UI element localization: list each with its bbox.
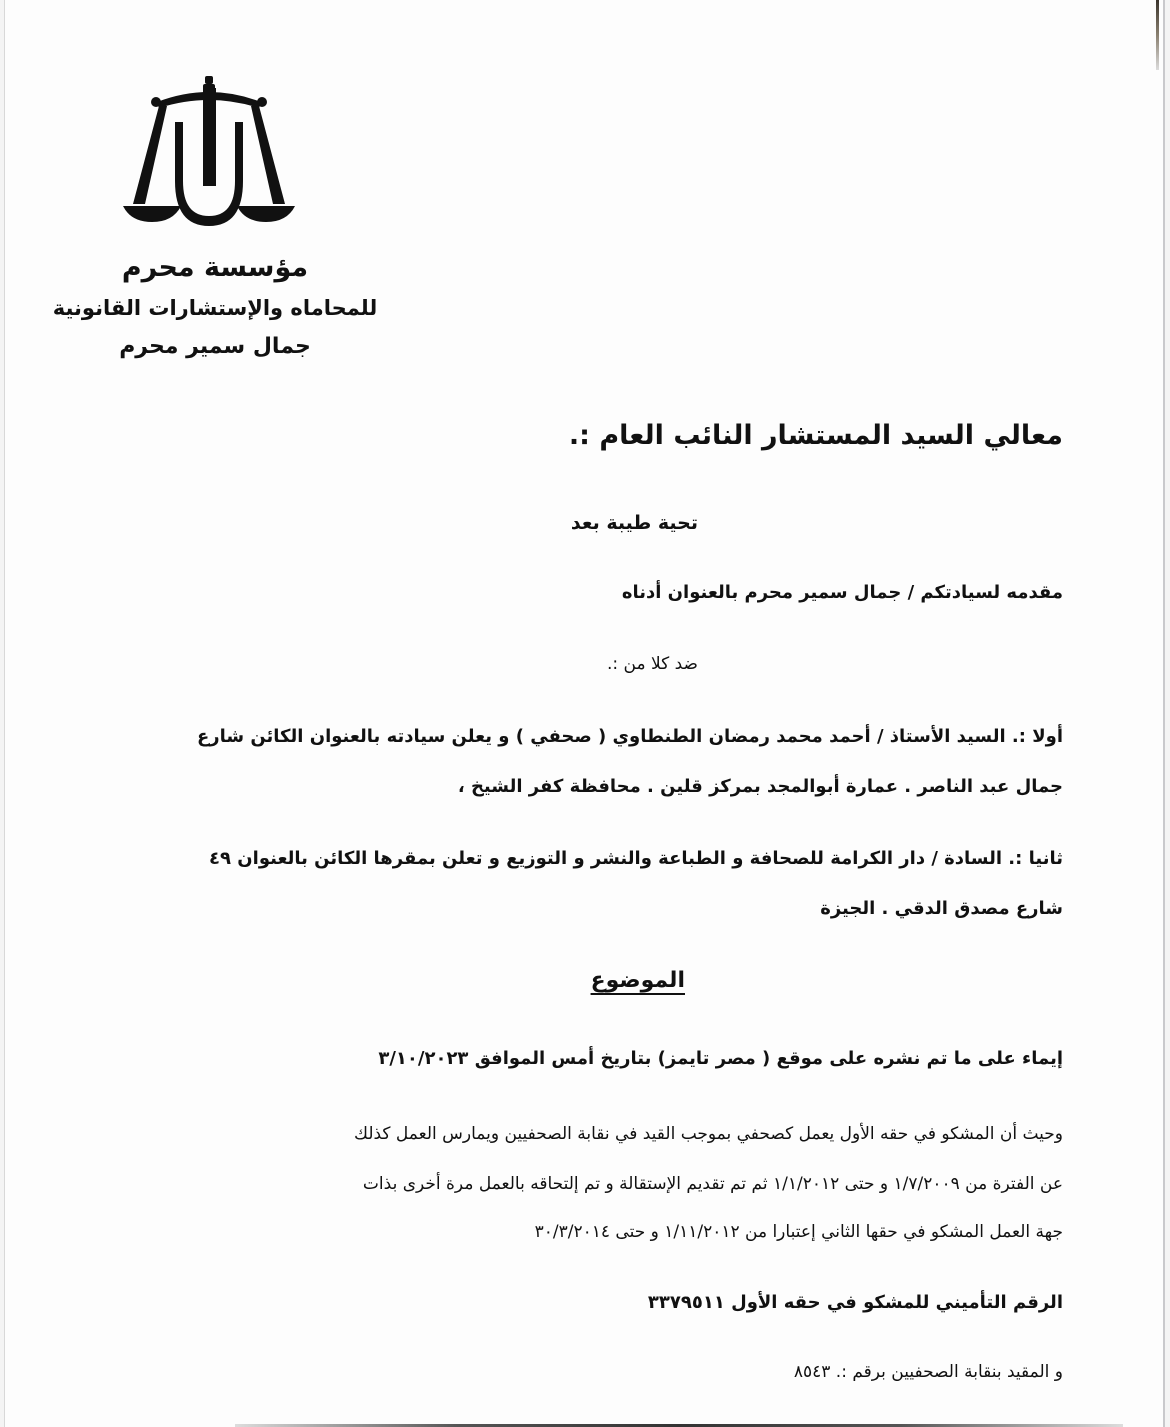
body-line-3: جهة العمل المشكو في حقها الثاني إعتبارا من ١/١١/٢٠١٢ و حتى ٣٠/٣/٢٠١٤ (534, 1222, 1063, 1242)
body-line-2: عن الفترة من ١/٧/٢٠٠٩ و حتى ١/١/٢٠١٢ ثم تم تقديم الإستقالة و تم إلتحاقه بالعمل مرة أخرى بذات (362, 1174, 1063, 1194)
syndicate-number-line: و المقيد بنقابة الصحفيين برقم :. ٨٥٤٣ (793, 1362, 1063, 1382)
second-defendant-line-1: ثانيا :. السادة / دار الكرامة للصحافة و الطباعة والنشر و التوزيع و تعلن بمقرها الكائن بالعنوان ٤٩ (209, 848, 1063, 869)
scales-of-justice-icon (123, 76, 295, 234)
addressee-heading: معالي السيد المستشار النائب العام :. (568, 420, 1063, 451)
lawyer-name: جمال سمير محرم (119, 334, 311, 359)
page-edge-shadow (1156, 0, 1159, 70)
body-line-1: وحيث أن المشكو في حقه الأول يعمل كصحفي بموجب القيد في نقابة الصحفيين ويمارس العمل كذلك (354, 1124, 1063, 1144)
org-name: مؤسسة محرم (121, 252, 309, 283)
subject-heading: الموضوع (590, 968, 685, 993)
submitted-by: مقدمه لسيادتكم / جمال سمير محرم بالعنوان أدناه (621, 582, 1063, 603)
first-defendant-line-1: أولا :. السيد الأستاذ / أحمد محمد رمضان الطنطاوي ( صحفي ) و يعلن سيادته بالعنوان الكائن شارع (196, 726, 1063, 747)
document-page (4, 0, 1165, 1427)
insurance-number-line: الرقم التأميني للمشكو في حقه الأول ٣٣٧٩٥١١ (647, 1292, 1063, 1313)
against-label: ضد كلا من :. (607, 654, 698, 674)
org-description: للمحاماه والإستشارات القانونية (52, 296, 378, 320)
first-defendant-line-2: جمال عبد الناصر . عمارة أبوالمجد بمركز قلين . محافظة كفر الشيخ ، (457, 776, 1063, 797)
second-defendant-line-2: شارع مصدق الدقي . الجيزة (820, 898, 1063, 919)
greeting: تحية طيبة بعد (570, 512, 698, 534)
subject-line: إيماء على ما تم نشره على موقع ( مصر تايمز) بتاريخ أمس الموافق ٣/١٠/٢٠٢٣ (378, 1048, 1063, 1069)
